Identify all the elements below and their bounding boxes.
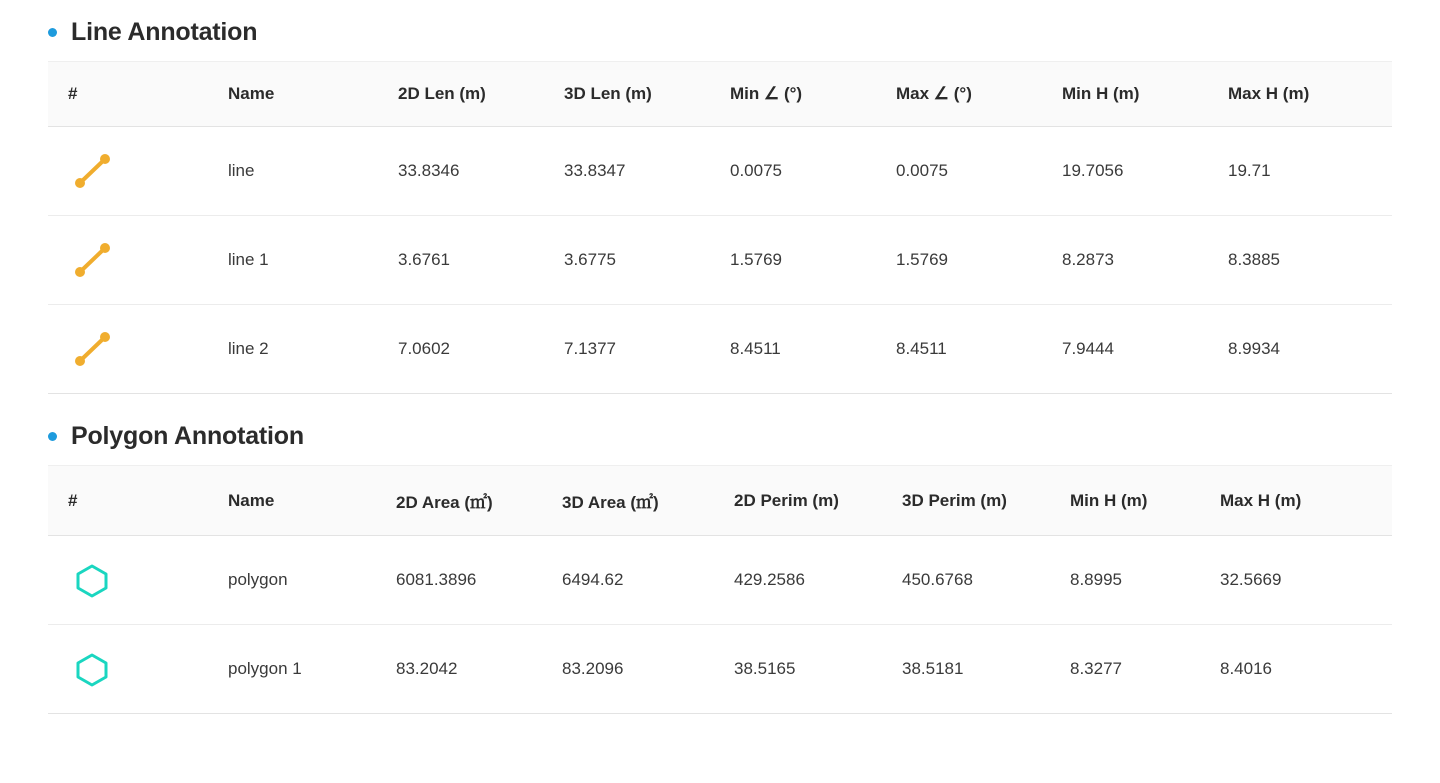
col-3d-len: 3D Len (m) bbox=[564, 62, 730, 127]
cell-3d-area: 6494.62 bbox=[562, 536, 734, 625]
col-max-h: Max H (m) bbox=[1228, 62, 1392, 127]
col-2d-len: 2D Len (m) bbox=[398, 62, 564, 127]
cell-2d-len: 7.0602 bbox=[398, 305, 564, 394]
line-annotation-table bbox=[48, 61, 1392, 394]
cell-max-h: 8.3885 bbox=[1228, 216, 1392, 305]
cell-max-h: 19.71 bbox=[1228, 127, 1392, 216]
col-min-h: Min H (m) bbox=[1062, 62, 1228, 127]
section-line-annotation bbox=[48, 0, 1392, 394]
col-min-h: Min H (m) bbox=[1070, 466, 1220, 536]
col-min-angle: Min ∠ (°) bbox=[730, 62, 896, 127]
cell-min-h: 19.7056 bbox=[1062, 127, 1228, 216]
col-name: Name bbox=[228, 466, 396, 536]
cell-3d-len: 3.6775 bbox=[564, 216, 730, 305]
section-title-line bbox=[48, 0, 1392, 61]
section-polygon-annotation bbox=[48, 404, 1392, 714]
cell-3d-area: 83.2096 bbox=[562, 625, 734, 714]
col-max-h: Max H (m) bbox=[1220, 466, 1392, 536]
cell-min-h: 8.3277 bbox=[1070, 625, 1220, 714]
col-3d-perim: 3D Perim (m) bbox=[902, 466, 1070, 536]
polygon-table-body bbox=[48, 536, 1392, 714]
polygon-annotation-table bbox=[48, 465, 1392, 714]
table-row bbox=[48, 305, 1392, 394]
cell-2d-area: 6081.3896 bbox=[396, 536, 562, 625]
cell-name: line bbox=[228, 127, 398, 216]
col-2d-area: 2D Area (㎡) bbox=[396, 466, 562, 536]
table-header-row bbox=[48, 62, 1392, 127]
col-index: # bbox=[48, 466, 228, 536]
cell-2d-len: 33.8346 bbox=[398, 127, 564, 216]
cell-min-h: 8.8995 bbox=[1070, 536, 1220, 625]
table-row bbox=[48, 536, 1392, 625]
cell-name: line 2 bbox=[228, 305, 398, 394]
cell-name: polygon bbox=[228, 536, 396, 625]
cell-3d-len: 33.8347 bbox=[564, 127, 730, 216]
cell-3d-len: 7.1377 bbox=[564, 305, 730, 394]
cell-name: polygon 1 bbox=[228, 625, 396, 714]
table-row bbox=[48, 127, 1392, 216]
polygon-table-header bbox=[48, 466, 1392, 536]
col-3d-area: 3D Area (㎡) bbox=[562, 466, 734, 536]
cell-3d-perim: 38.5181 bbox=[902, 625, 1070, 714]
cell-max-angle: 8.4511 bbox=[896, 305, 1062, 394]
col-2d-perim: 2D Perim (m) bbox=[734, 466, 902, 536]
line-segment-icon bbox=[68, 238, 116, 282]
cell-name: line 1 bbox=[228, 216, 398, 305]
col-max-angle: Max ∠ (°) bbox=[896, 62, 1062, 127]
line-segment-icon bbox=[68, 327, 116, 371]
cell-max-angle: 1.5769 bbox=[896, 216, 1062, 305]
bullet-icon bbox=[48, 432, 57, 441]
line-segment-icon bbox=[68, 149, 116, 193]
section-title-line-label: Line Annotation bbox=[71, 18, 258, 46]
cell-min-angle: 8.4511 bbox=[730, 305, 896, 394]
cell-2d-len: 3.6761 bbox=[398, 216, 564, 305]
table-header-row bbox=[48, 466, 1392, 536]
cell-2d-area: 83.2042 bbox=[396, 625, 562, 714]
section-title-polygon-label: Polygon Annotation bbox=[71, 422, 304, 450]
row-icon-cell bbox=[48, 305, 228, 394]
cell-2d-perim: 38.5165 bbox=[734, 625, 902, 714]
cell-min-h: 8.2873 bbox=[1062, 216, 1228, 305]
table-row bbox=[48, 216, 1392, 305]
table-row bbox=[48, 625, 1392, 714]
row-icon-cell bbox=[48, 625, 228, 714]
row-icon-cell bbox=[48, 127, 228, 216]
line-table-body bbox=[48, 127, 1392, 394]
cell-min-angle: 0.0075 bbox=[730, 127, 896, 216]
cell-max-angle: 0.0075 bbox=[896, 127, 1062, 216]
line-table-header bbox=[48, 62, 1392, 127]
row-icon-cell bbox=[48, 536, 228, 625]
cell-min-angle: 1.5769 bbox=[730, 216, 896, 305]
bullet-icon bbox=[48, 28, 57, 37]
cell-3d-perim: 450.6768 bbox=[902, 536, 1070, 625]
cell-min-h: 7.9444 bbox=[1062, 305, 1228, 394]
cell-max-h: 8.9934 bbox=[1228, 305, 1392, 394]
hexagon-icon bbox=[68, 647, 116, 691]
hexagon-icon bbox=[68, 558, 116, 602]
col-index: # bbox=[48, 62, 228, 127]
col-name: Name bbox=[228, 62, 398, 127]
cell-max-h: 8.4016 bbox=[1220, 625, 1392, 714]
cell-2d-perim: 429.2586 bbox=[734, 536, 902, 625]
section-title-polygon bbox=[48, 404, 1392, 465]
cell-max-h: 32.5669 bbox=[1220, 536, 1392, 625]
row-icon-cell bbox=[48, 216, 228, 305]
